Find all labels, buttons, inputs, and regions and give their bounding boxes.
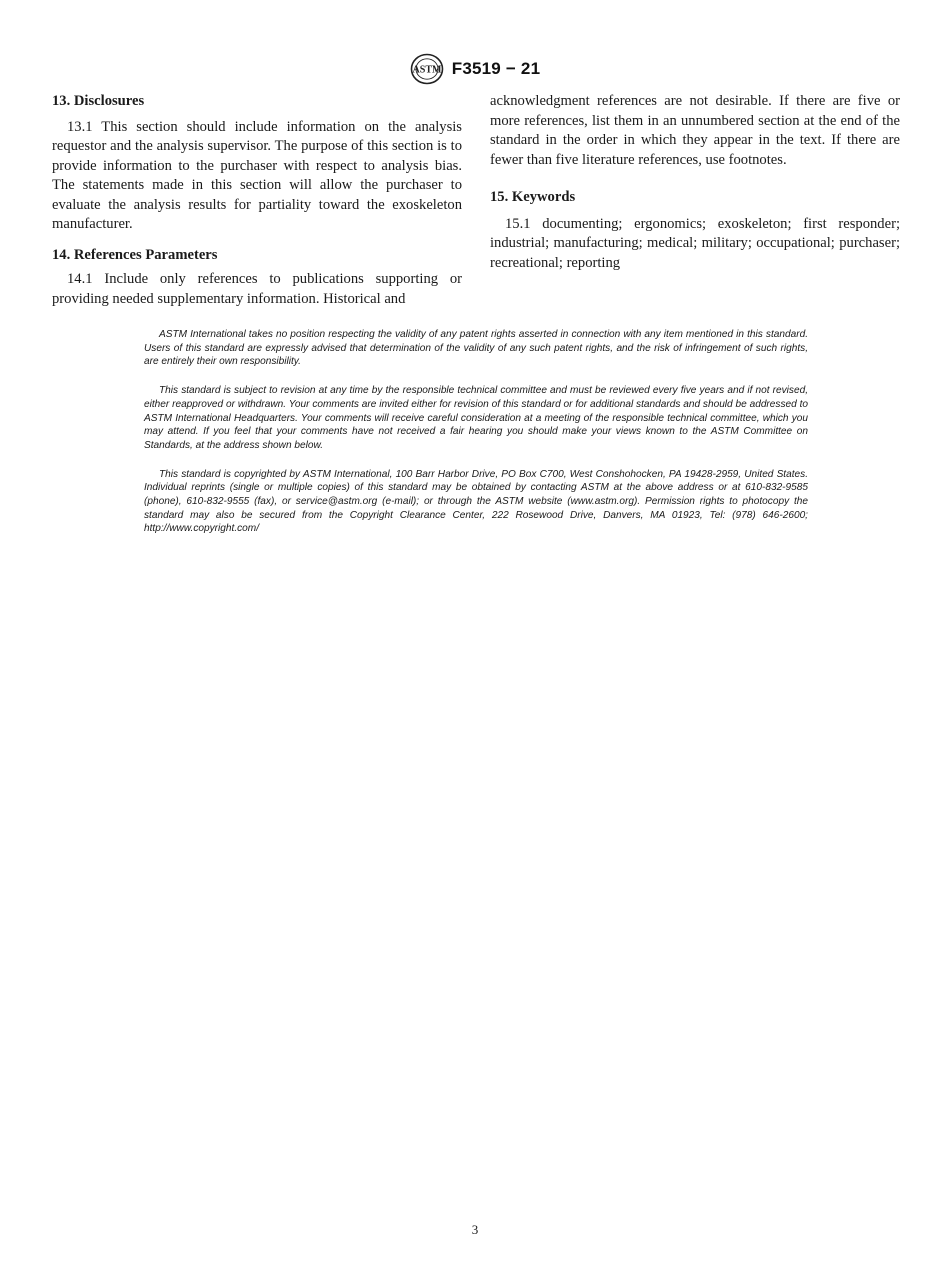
left-column bbox=[52, 92, 462, 309]
section-13-heading: 13. Disclosures bbox=[52, 93, 145, 109]
section-15-heading: 15. Keywords bbox=[490, 189, 576, 205]
right-column bbox=[490, 92, 900, 273]
legal-notices bbox=[144, 328, 808, 551]
astm-logo-icon bbox=[410, 53, 444, 85]
section-13-paragraph: 13.1 This section should include information on the analysis requestor and the analysis supervisor. The purpose of this section is to provide information to the purchaser with respect to analysis bias. The statements made in this section will allow the purchaser to evaluate the analysis results for partiality toward the exoskeleton manufacturer. bbox=[52, 118, 462, 232]
standard-designation: F3519 − 21 bbox=[451, 59, 541, 78]
svg-text:ASTM: ASTM bbox=[412, 64, 442, 76]
section-15-paragraph: 15.1 documenting; ergonomics; exoskeleton; first responder; industrial; manufacturing; medical; military; occupational; purchaser; recreational; reporting bbox=[490, 215, 900, 271]
section-14-paragraph-continued: acknowledgment references are not desirable. If there are five or more references, list them in an unnumbered section at the end of the standard in the order in which they appear in the text. If there are fewer than five literature references, use footnotes. bbox=[490, 93, 900, 168]
patent-notice: ASTM International takes no position respecting the validity of any patent rights asserted in connection with any item mentioned in this standard. Users of this standard are expressly advised that determination of the validity of any such patent rights, and the risk of infringement of such rights, are entirely their own responsibility. bbox=[144, 329, 808, 368]
page-header bbox=[0, 52, 950, 86]
section-14-heading: 14. References Parameters bbox=[52, 246, 218, 263]
page-number: 3 bbox=[471, 1222, 479, 1237]
revision-notice: This standard is subject to revision at any time by the responsible technical committee and must be reviewed every five years and if not revised, either reapproved or withdrawn. Your comments are invited either for revision of this standard or for additional standards and should be addressed to ASTM International Headquarters. Your comments will receive careful consideration at a meeting of the responsible technical committee, which you may attend. If you feel that your comments have not received a fair hearing you should make your views known to the ASTM Committee on Standards, at the address shown below. bbox=[144, 385, 808, 451]
section-14-paragraph: 14.1 Include only references to publications supporting or providing needed supplementary information. Historical and bbox=[52, 271, 462, 307]
copyright-notice: This standard is copyrighted by ASTM International, 100 Barr Harbor Drive, PO Box C700, West Conshohocken, PA 19428-2959, United States. Individual reprints (single or multiple copies) of this standard may be obtained by contacting ASTM at the above address or at 610-832-9585 (phone), 610-832-9555 (fax), or service@astm.org (e-mail); or through the ASTM website (www.astm.org). Permission rights to photocopy the standard may also be secured from the Copyright Clearance Center, 222 Rosewood Drive, Danvers, MA 01923, Tel: (978) 646-2600; http://www.copyright.com/ bbox=[144, 468, 808, 535]
